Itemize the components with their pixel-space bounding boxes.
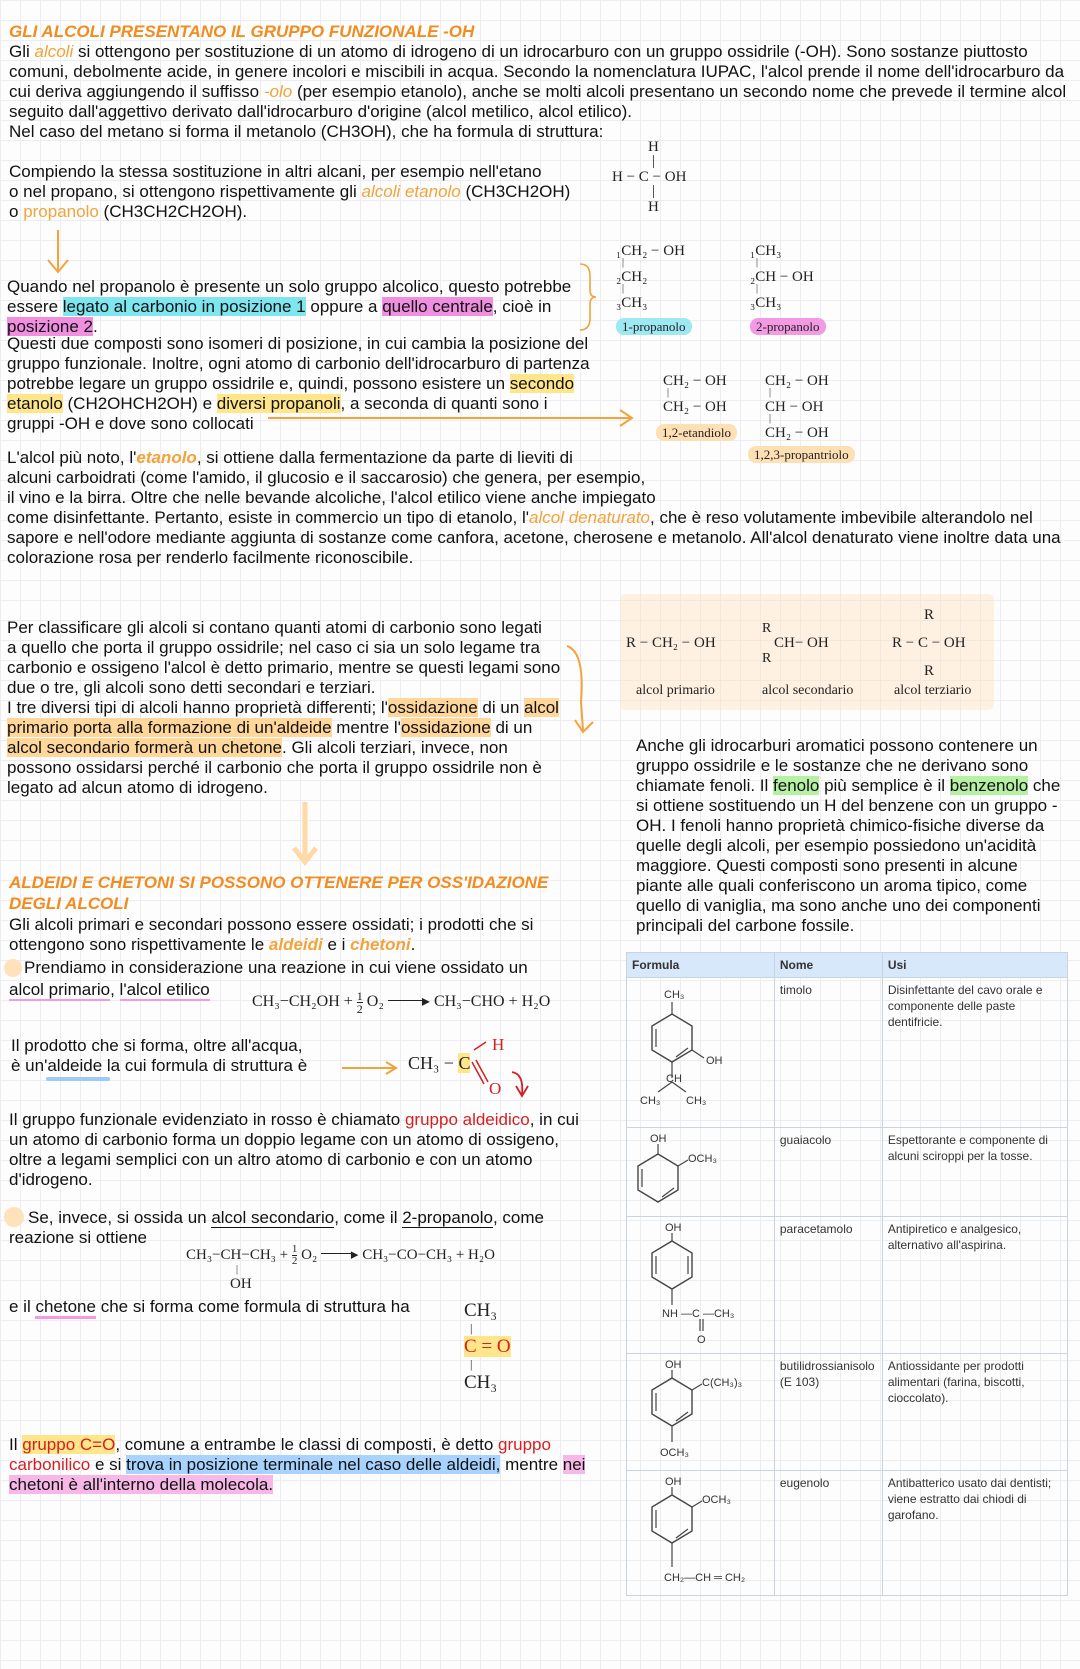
keyword-alcoli: alcoli xyxy=(34,42,74,61)
right-arrow-icon xyxy=(266,406,646,430)
svg-text:OCH₃: OCH₃ xyxy=(702,1494,731,1506)
paragraph-classificazione: Per classificare gli alcoli si contano quanti atomi di carbonio sono legati a quello che porta il gruppo ossidrile; nel caso ci sia un solo legame tra carbonio e ossigeno l'alcol è detto primario, mentre se questi legami sono due o tre, gli alcoli sono detti secondari e terziari. I tre diversi tipi di alcoli hanno proprietà differenti; l'ossidazione di un alcol primario porta alla formazione di un'aldeide mentre l'ossidazione di un alcol secondario formerà un chetone. Gli alcoli terziari, invece, non possono ossidarsi perché il carbonio che porta il gruppo ossidrile non è legato ad alcun atomo di idrogeno. xyxy=(7,618,561,797)
alcohol-classes-box: R − CH₂ − OH alcol primario R CH− OH R alcol secondario R R − C − OH R alcol terziario xyxy=(620,594,994,710)
structure-etandiolo: CH₂ − OH | CH₂ − OH 1,2-etandiolo xyxy=(656,372,756,442)
keyword-alcol-denaturato: alcol denaturato xyxy=(529,508,651,527)
structure-propantriolo: CH₂ − OH | CH − OH | CH₂ − OH 1,2,3-propantriolo xyxy=(748,372,868,464)
formula-bha xyxy=(627,1354,775,1471)
svg-text:OCH₃: OCH₃ xyxy=(688,1153,717,1165)
structure-2-propanolo: ₁CH₃ | ₂CH − OH | ₃CH₃ 2-propanolo xyxy=(750,242,850,336)
svg-text:OH: OH xyxy=(665,1476,682,1488)
svg-text:OH: OH xyxy=(650,1133,667,1145)
label-propantriolo: 1,2,3-propantriolo xyxy=(748,446,855,463)
bullet-dot-icon xyxy=(4,1207,24,1227)
paragraph-propanolo-isomeri: Quando nel propanolo è presente un solo gruppo alcolico, questo potrebbe essere legato al carbonio in posizione 1 oppure a quello centrale, cioè in posizione 2. xyxy=(7,277,572,336)
formula-paracetamolo xyxy=(627,1217,775,1354)
label-2-propanolo: 2-propanolo xyxy=(750,318,826,335)
down-arrow-faded-icon xyxy=(290,800,320,870)
reaction-etanolo: CH₃−CH₂OH + $\frac{1}{2}$ O₂ ▸ CH₃−CHO + H₂O xyxy=(252,989,551,1016)
svg-text:OH: OH xyxy=(665,1222,682,1234)
paragraph-polialcoli: Questi due composti sono isomeri di posizione, in cui cambia la posizione del gruppo funzionale. Inoltre, ogni atomo di carbonio dell'idrocarburo di partenza potrebbe legare un gruppo ossidrile e, quindi, possono esistere un secondo etanolo (CH2OHCH2OH) e diversi propanoli, a seconda di quanti sono i gruppi -OH e dove sono collocati xyxy=(7,334,590,433)
formula-guaiacolo xyxy=(627,1128,775,1217)
svg-text:OH: OH xyxy=(665,1359,682,1371)
structure-1-propanolo: ₁CH₂ − OH | ₂CH₂ | ₃CH₃ 1-propanolo xyxy=(616,242,716,336)
bullet-dot-icon xyxy=(4,959,22,977)
down-arrow-icon xyxy=(44,228,72,276)
paragraph-ossidazione: Gli alcoli primari e secondari possono essere ossidati; i prodotti che si ottengono sono rispettivamente le aldeidi e i chetoni. xyxy=(9,915,534,954)
eugenolo-structure xyxy=(632,1475,752,1587)
paragraph-etanolo-propanolo: Compiendo la stessa sostituzione in altri alcani, per esempio nell'etano o nel propano, si ottengono rispettivamente gli alcoli etanolo (CH3CH2OH) o propanolo (CH3CH2CH2OH). xyxy=(9,162,571,221)
table-row: OH OCH₃ guaiacolo Espettorante e componente di alcuni sciroppi per la tosse. xyxy=(627,1128,1068,1217)
label-etandiolo: 1,2-etandiolo xyxy=(656,424,737,441)
keyword-suffix: -olo xyxy=(263,82,293,101)
table-row: OH NH —C —CH₃ O paracetamolo Antipiretico e analgesico, alternativo all'aspirina. xyxy=(627,1217,1068,1354)
svg-text:NH —C —CH₃: NH —C —CH₃ xyxy=(662,1308,735,1320)
formula-timolo xyxy=(627,978,775,1128)
reaction-propanolo: CH₃−CH−CH₃ + $\frac{1}{2}$ O₂ ▸ CH₃−CO−CH₃ + H₂O | OH xyxy=(186,1243,495,1292)
table-row: OH C(CH₃)₃ OCH₃ butilidrossianisolo (E 103) Antiossidante per prodotti alimentari (farina, biscotti, cioccolato). xyxy=(627,1354,1068,1471)
svg-text:CH₃: CH₃ xyxy=(664,989,685,1001)
section-title-alcoli: GLI ALCOLI PRESENTANO IL GRUPPO FUNZIONALE -OH xyxy=(9,22,475,41)
section-title-aldeidi-2: DEGLI ALCOLI xyxy=(9,894,129,913)
methanol-structure: H | H − C − OH | H xyxy=(612,139,687,215)
paragraph-carbonilico: Il gruppo C=O, comune a entrambe le classi di composti, è detto gruppo carbonilico e si trova in posizione terminale nel caso delle aldeidi, mentre nei chetoni è all'interno della molecola. xyxy=(9,1435,586,1494)
paragraph-metanolo: Nel caso del metano si forma il metanolo (CH3OH), che ha formula di struttura: xyxy=(9,122,604,141)
table-header-nome: Nome xyxy=(774,953,882,978)
keyword-etanolo: etanolo xyxy=(136,448,197,467)
brace-icon xyxy=(576,262,600,332)
svg-text:OH: OH xyxy=(706,1055,723,1067)
paragraph-alcoli-intro: Gli alcoli si ottengono per sostituzione di un atomo di idrogeno di un idrocarburo con un gruppo ossidrile (-OH). Sono sostanze piuttosto comuni, debolmente acide, in genere incolori e miscibili in acqua. Secondo la nomenclatura IUPAC, l'alcol prende il nome dell'idrocarburo da cui deriva aggiungendo il suffisso -olo (per esempio etanolo), anche se molti alcoli presentano un secondo nome che prevede il termine alcol seguito dall'aggettivo derivato dall'idrocarburo d'origine (alcol metilico, alcol etilico). xyxy=(9,42,1067,121)
paragraph-alcol-secondario: Se, invece, si ossida un alcol secondario, come il 2-propanolo, come xyxy=(28,1208,544,1227)
table-row: OH OCH₃ CH₂—CH ═ CH₂ eugenolo Antibatterico usato dai dentisti; viene estratto dai chiodi di garofano. xyxy=(627,1471,1068,1596)
formula-eugenolo xyxy=(627,1471,775,1596)
bha-structure xyxy=(632,1358,742,1462)
svg-text:C(CH₃)₃: C(CH₃)₃ xyxy=(702,1377,742,1389)
curved-arrow-icon xyxy=(565,642,605,742)
svg-text:CH₃: CH₃ xyxy=(640,1095,661,1107)
underline-mark xyxy=(46,1077,110,1081)
guaiacolo-structure xyxy=(632,1132,732,1208)
svg-text:CH: CH xyxy=(666,1073,682,1085)
aldeide-bonds xyxy=(466,1034,546,1104)
svg-text:CH₃: CH₃ xyxy=(686,1095,707,1107)
svg-text:O: O xyxy=(697,1334,706,1345)
table-row: CH₃ OH CH CH₃ CH₃ timolo Disinfettante del cavo orale e componente delle paste dentifricie. xyxy=(627,978,1068,1128)
right-arrow-icon xyxy=(340,1058,400,1078)
timolo-structure xyxy=(632,982,732,1118)
table-header-formula: Formula xyxy=(627,953,775,978)
paragraph-reazione-primario: Prendiamo in considerazione una reazione in cui viene ossidato un xyxy=(24,958,528,977)
svg-text:OCH₃: OCH₃ xyxy=(660,1447,689,1459)
label-1-propanolo: 1-propanolo xyxy=(616,318,692,335)
paragraph-aldeide: Il prodotto che si forma, oltre all'acqua, è un'aldeide la cui formula di struttura è xyxy=(11,1036,308,1075)
aldeide-structure: CH₃ − C xyxy=(408,1053,471,1073)
alcol-etilico-line: alcol primario, l'alcol etilico xyxy=(9,980,210,999)
section-title-aldeidi-1: ALDEIDI E CHETONI SI POSSONO OTTENERE PER OSS'IDAZIONE xyxy=(9,873,549,892)
fenoli-table xyxy=(626,952,1068,1596)
paragraph-chetone: e il chetone che si forma come formula di struttura ha xyxy=(9,1297,410,1317)
table-header-usi: Usi xyxy=(882,953,1067,978)
svg-text:CH₂—CH ═ CH₂: CH₂—CH ═ CH₂ xyxy=(664,1572,746,1584)
paragraph-etanolo: L'alcol più noto, l'etanolo, si ottiene dalla fermentazione da parte di lieviti di alcuni carboidrati (come l'amido, il glucosio e il saccarosio) che genera, per esempio, il vino e la birra. Oltre che nelle bevande alcoliche, l'alcol etilico viene anche impiegato come disinfettante. Pertanto, esiste in commercio un tipo di etanolo, l'alcol denaturato, che è reso volutamente imbevibile alterandolo nel sapore e nell'odore mediante aggiunta di sostanze come canfora, acetone, cherosene e metanolo. All'alcol denaturato viene inoltre data una colorazione rosa per renderlo facilmente riconoscibile. xyxy=(7,448,1061,567)
reazione-line: reazione si ottiene xyxy=(9,1228,147,1247)
paragraph-gruppo-aldeidico: Il gruppo funzionale evidenziato in rosso è chiamato gruppo aldeidico, in cui un atomo di carbonio forma un doppio legame con un atomo di ossigeno, oltre a legami semplici con un altro atomo di carbonio e con un atomo d'idrogeno. xyxy=(9,1110,579,1189)
chetone-structure: CH₃ | C = O | CH₃ xyxy=(464,1300,511,1393)
paracetamolo-structure xyxy=(632,1221,742,1345)
paragraph-fenoli: Anche gli idrocarburi aromatici possono contenere un gruppo ossidrile e le sostanze che ne derivano sono chiamate fenoli. Il fenolo più semplice è il benzenolo che si ottiene sostituendo un H del benzene con un gruppo -OH. I fenoli hanno proprietà chimico-fisiche diverse da quelle degli alcoli, per esempio possiedono un'acidità maggiore. Questi composti sono presenti in alcune piante alle quali conferiscono un aroma tipico, come quello di vaniglia, ma sono anche uno dei componenti principali del carbone fossile. xyxy=(636,736,1061,935)
